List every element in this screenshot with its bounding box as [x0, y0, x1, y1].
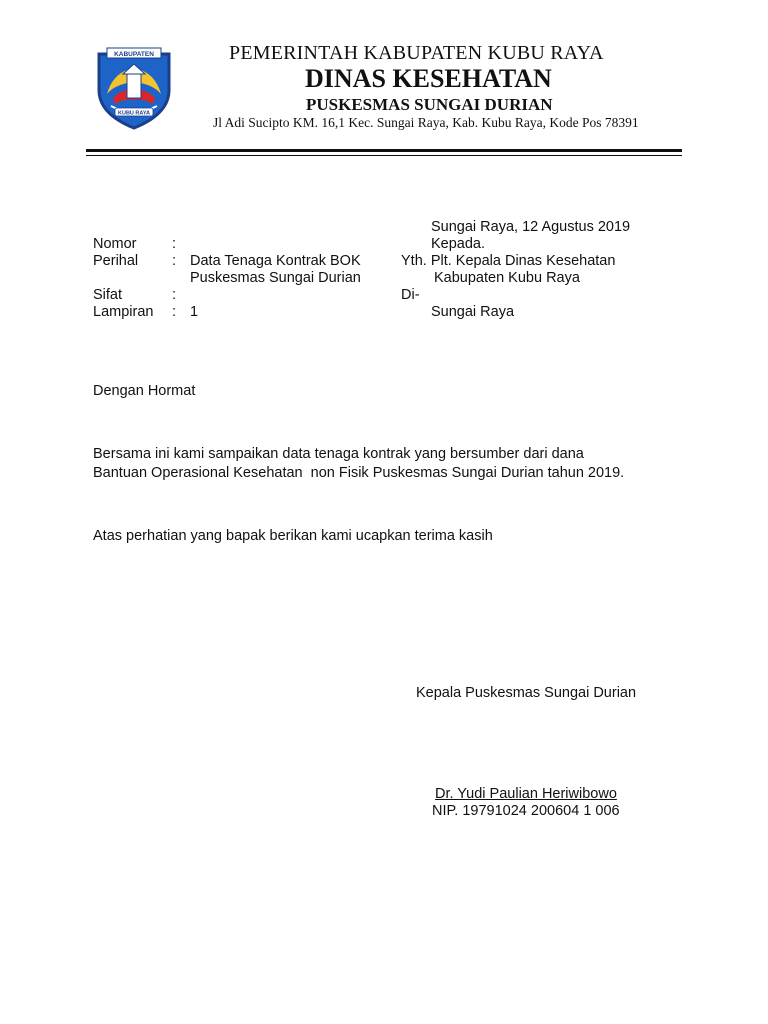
emblem-bottom-text: KUBU RAYA [118, 110, 150, 117]
recipient-line-4: Sungai Raya [431, 304, 515, 320]
meta-sep-perihal: : [172, 253, 177, 269]
meta-sep-lampiran: : [172, 304, 177, 320]
meta-value-lampiran: 1 [190, 304, 199, 320]
meta-label-perihal: Perihal [93, 253, 139, 269]
signature-name: Dr. Yudi Paulian Heriwibowo [435, 786, 617, 802]
recipient-line-1: Yth. Plt. Kepala Dinas Kesehatan [401, 253, 616, 269]
meta-value-perihal-2: Puskesmas Sungai Durian [190, 270, 361, 286]
unit-heading: PUSKESMAS SUNGAI DURIAN [306, 95, 553, 114]
kubu-raya-emblem-icon [93, 44, 175, 130]
meta-value-perihal-1: Data Tenaga Kontrak BOK [190, 253, 361, 269]
body-line-2: Bantuan Operasional Kesehatan non Fisik Puskesmas Sungai Durian tahun 2019. [93, 465, 625, 481]
body-line-1: Bersama ini kami sampaikan data tenaga kontrak yang bersumber dari dana [93, 446, 584, 462]
greeting: Dengan Hormat [93, 383, 196, 399]
emblem-top-text: KABUPATEN [114, 51, 154, 58]
place-date: Sungai Raya, 12 Agustus 2019 [431, 219, 631, 235]
meta-label-lampiran: Lampiran [93, 304, 154, 320]
government-heading: PEMERINTAH KABUPATEN KUBU RAYA [229, 42, 604, 64]
letterhead-rule-thin [86, 155, 682, 156]
meta-sep-nomor: : [172, 236, 177, 252]
closing-line: Atas perhatian yang bapak berikan kami ucapkan terima kasih [93, 528, 493, 544]
signature-nip: NIP. 19791024 200604 1 006 [432, 803, 620, 819]
meta-label-nomor: Nomor [93, 236, 137, 252]
agency-heading: DINAS KESEHATAN [305, 64, 552, 93]
to-prefix: Kepada. [431, 236, 486, 252]
signature-title: Kepala Puskesmas Sungai Durian [416, 685, 637, 701]
address-line: Jl Adi Sucipto KM. 16,1 Kec. Sungai Raya, Kab. Kubu Raya, Kode Pos 78391 [213, 115, 639, 130]
recipient-line-3: Di- [401, 287, 420, 303]
meta-sep-sifat: : [172, 287, 177, 303]
meta-label-sifat: Sifat [93, 287, 123, 303]
letterhead-rule-thick [86, 149, 682, 152]
recipient-line-2: Kabupaten Kubu Raya [434, 270, 580, 286]
